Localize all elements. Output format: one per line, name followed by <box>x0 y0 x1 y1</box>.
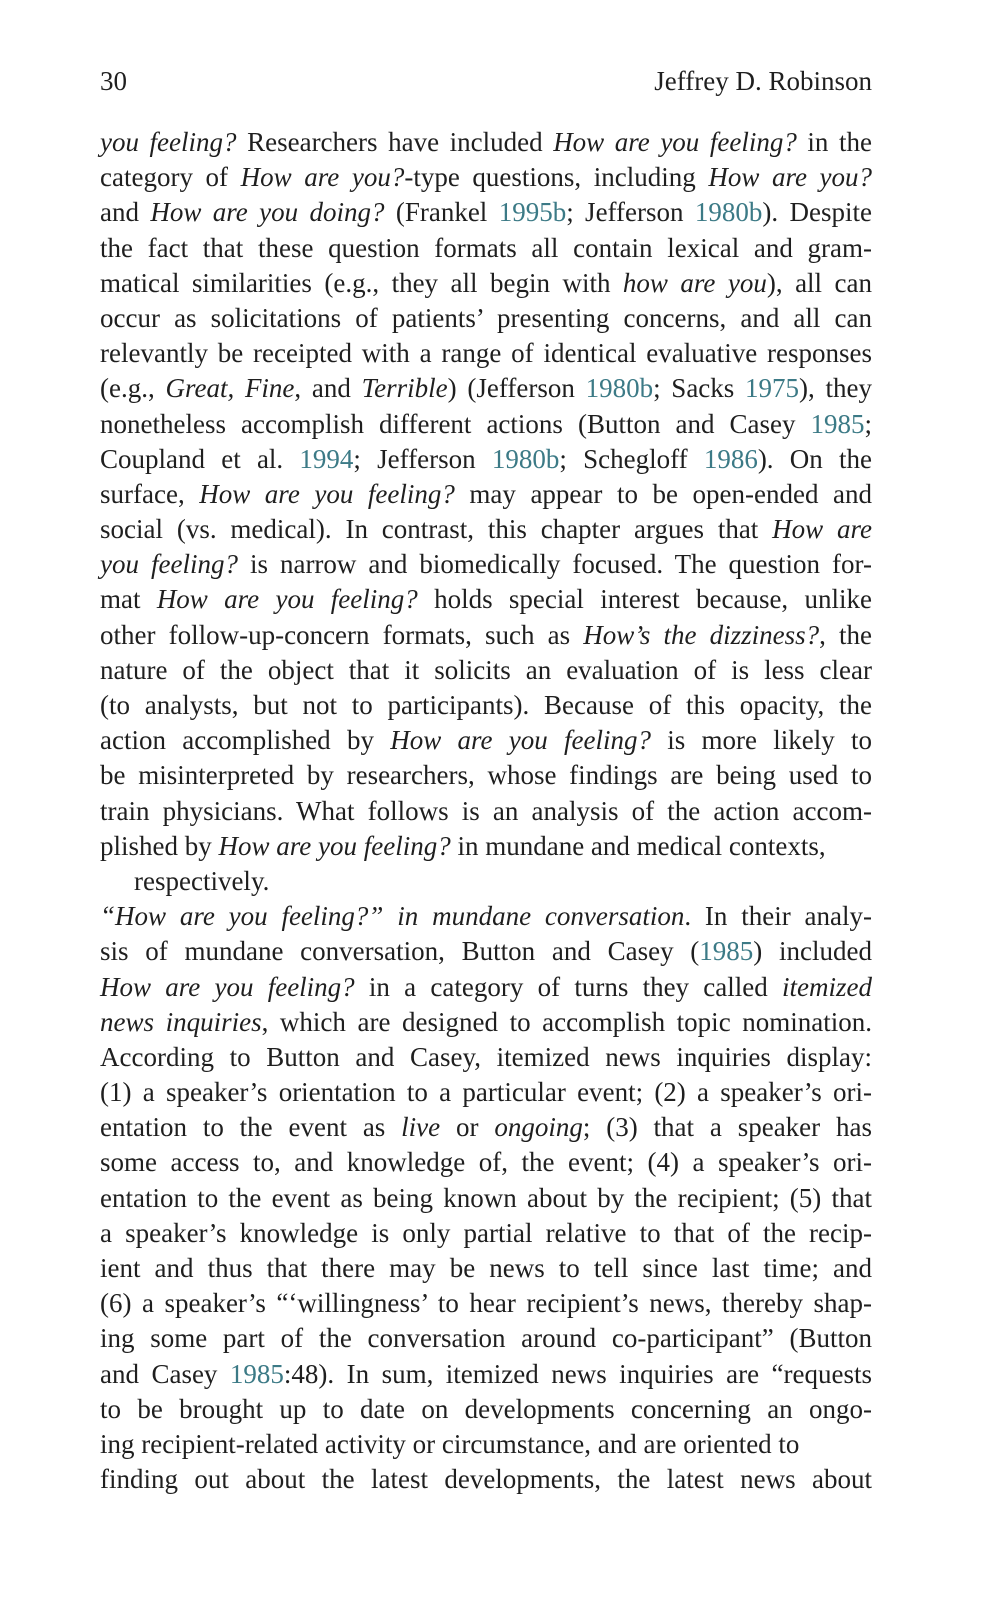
italic-text: How are you? <box>240 162 405 193</box>
page-number: 30 <box>100 66 127 96</box>
text-line <box>100 371 872 406</box>
italic-text: how are you <box>622 267 767 298</box>
text-line <box>100 653 872 688</box>
line-text: -type questions, including <box>404 162 709 193</box>
line-text: ; <box>864 408 872 439</box>
text-line <box>100 794 872 829</box>
italic-text: How are <box>772 514 872 545</box>
text-line <box>100 160 872 195</box>
italic-text: How are you feeling? <box>218 830 451 861</box>
text-line <box>100 125 872 160</box>
line-text: ing some part of the conversation around co-participant” (Button <box>100 1323 872 1354</box>
line-text: Coupland et al. <box>100 443 300 474</box>
italic-text: How are you feeling? <box>199 478 455 509</box>
line-text: ; (3) that a speaker has <box>582 1112 872 1143</box>
line-text: matical similarities (e.g., they all begin with <box>100 267 623 298</box>
line-text: some access to, and knowledge of, the event; (4) a speaker’s ori- <box>100 1147 872 1178</box>
citation-link[interactable]: 1994 <box>299 443 354 474</box>
citation-link[interactable]: 1985 <box>699 936 754 967</box>
line-text: ing recipient-related activity or circumstance, and are oriented to <box>100 1428 800 1459</box>
line-text: ) included <box>753 936 872 967</box>
line-text: and Casey <box>100 1358 230 1389</box>
text-line <box>100 1110 872 1145</box>
line-text: train physicians. What follows is an analysis of the action accom- <box>100 795 872 826</box>
line-text: nonetheless accomplish different actions (Button and Casey <box>100 408 811 439</box>
line-text: respectively. <box>134 865 270 896</box>
line-text: , which are designed to accomplish topic nomination. <box>261 1006 872 1037</box>
italic-text: How’s the dizziness? <box>583 619 820 650</box>
citation-link[interactable]: 1986 <box>703 443 758 474</box>
text-line <box>100 301 872 336</box>
text-line <box>100 442 872 477</box>
line-text: and <box>100 197 151 228</box>
line-text: entation to the event as being known about by the recipient; (5) that <box>100 1182 872 1213</box>
line-text: (1) a speaker’s orientation to a particular event; (2) a speaker’s ori- <box>100 1077 872 1108</box>
line-text: ). On the <box>757 443 872 474</box>
citation-link[interactable]: 1975 <box>745 373 800 404</box>
text-line <box>100 1040 872 1075</box>
line-text: be misinterpreted by researchers, whose findings are being used to <box>100 760 872 791</box>
line-text: ; Sacks <box>653 373 746 404</box>
text-line <box>100 407 872 442</box>
line-text: entation to the event as <box>100 1112 402 1143</box>
text-line <box>100 934 872 969</box>
italic-text: How are you feeling? <box>156 584 418 615</box>
line-text: . In their analy- <box>684 901 872 932</box>
text-line <box>100 1181 872 1216</box>
line-text: :48). In sum, itemized news inquiries are “requests <box>283 1358 872 1389</box>
text-line <box>100 618 872 653</box>
line-text: other follow-up-concern formats, such as <box>100 619 584 650</box>
line-text: the fact that these question formats all contain lexical and gram- <box>100 232 872 263</box>
line-text: a speaker’s knowledge is only partial relative to that of the recip- <box>100 1217 872 1248</box>
line-text: finding out about the latest developments, the latest news about <box>100 1464 872 1495</box>
line-text: ; Jefferson <box>353 443 492 474</box>
text-line <box>100 723 872 758</box>
line-text: in a category of turns they called <box>354 971 783 1002</box>
text-line <box>100 1286 872 1321</box>
line-text: social (vs. medical). In contrast, this chapter argues that <box>100 514 773 545</box>
line-text: ; Schegloff <box>559 443 704 474</box>
italic-text: news inquiries <box>100 1006 262 1037</box>
citation-link[interactable]: 1985 <box>229 1358 284 1389</box>
line-text: category of <box>100 162 241 193</box>
text-line <box>100 970 872 1005</box>
line-text: ient and thus that there may be news to tell since last time; and <box>100 1253 872 1283</box>
italic-text: itemized <box>782 971 872 1002</box>
running-head <box>100 62 872 100</box>
line-text: may appear to be open-ended and <box>454 478 872 509</box>
italic-text: ongoing <box>494 1112 583 1143</box>
text-line <box>100 512 872 547</box>
line-text: in mundane and medical contexts, <box>450 830 826 861</box>
line-text: (to analysts, but not to participants). Because of this opacity, the <box>100 690 872 720</box>
italic-text: you feeling? <box>100 549 238 580</box>
citation-link[interactable]: 1980b <box>694 197 763 228</box>
citation-link[interactable]: 1980b <box>491 443 560 474</box>
text-line <box>100 1216 872 1251</box>
italic-text: How are you? <box>708 162 873 193</box>
line-text: plished by <box>100 830 219 861</box>
italic-text: How are you feeling? <box>100 971 355 1002</box>
text-line <box>100 864 872 899</box>
body-text <box>100 125 872 1497</box>
line-text: is more likely to <box>650 725 873 756</box>
italic-text: “How are you feeling?” in mundane conversation <box>100 901 685 932</box>
line-text: Researchers have included <box>236 127 554 157</box>
line-text: or <box>440 1112 495 1143</box>
italic-text: How are you doing? <box>150 197 385 228</box>
line-text: occur as solicitations of patients’ presenting concerns, and all can <box>100 302 872 333</box>
text-line <box>100 1427 872 1462</box>
text-line <box>100 195 872 230</box>
line-text: ), they <box>799 373 873 404</box>
line-text: (Frankel <box>384 197 499 228</box>
text-line <box>100 1321 872 1356</box>
line-text: sis of mundane conversation, Button and Casey ( <box>100 936 700 967</box>
line-text: is narrow and biomedically focused. The question for- <box>237 549 872 580</box>
text-line <box>100 231 872 266</box>
italic-text: live <box>401 1112 441 1143</box>
line-text: (e.g., <box>100 373 166 404</box>
text-line <box>100 1357 872 1392</box>
italic-text: you feeling? <box>100 127 237 157</box>
italic-text: Great, Fine <box>165 373 295 404</box>
text-line <box>100 758 872 793</box>
text-line <box>100 1392 872 1427</box>
line-text: to be brought up to date on developments concerning an ongo- <box>100 1393 872 1424</box>
line-text: , the <box>819 619 872 650</box>
line-text: , and <box>294 373 362 404</box>
italic-text: How are you feeling? <box>390 725 651 756</box>
line-text: mat <box>100 584 157 615</box>
text-line <box>100 336 872 371</box>
text-line <box>100 1005 872 1040</box>
line-text: (6) a speaker’s “‘willingness’ to hear recipient’s news, thereby shap- <box>100 1288 872 1319</box>
italic-text: Terrible <box>361 373 448 404</box>
line-text: in the <box>796 127 872 157</box>
line-text: action accomplished by <box>100 725 391 756</box>
text-line <box>100 1075 872 1110</box>
running-head-author: Jeffrey D. Robinson <box>654 66 872 96</box>
line-text: relevantly be receipted with a range of identical evaluative responses <box>100 338 872 369</box>
text-line <box>100 1145 872 1180</box>
line-text: ; Jefferson <box>566 197 695 228</box>
line-text: nature of the object that it solicits an evaluation of is less clear <box>100 654 872 685</box>
text-line <box>100 477 872 512</box>
text-line <box>100 582 872 617</box>
text-line <box>100 688 872 723</box>
text-line <box>100 1251 872 1286</box>
text-line <box>100 899 872 934</box>
line-text: ). Despite <box>762 197 872 228</box>
text-line <box>100 266 872 301</box>
text-line <box>100 1462 872 1497</box>
line-text: surface, <box>100 478 200 509</box>
text-line <box>100 547 872 582</box>
line-text: ) (Jefferson <box>447 373 586 404</box>
line-text: According to Button and Casey, itemized news inquiries display: <box>100 1041 872 1072</box>
line-text: holds special interest because, unlike <box>417 584 872 615</box>
text-line <box>100 829 872 864</box>
line-text: ), all can <box>766 267 872 298</box>
italic-text: How are you feeling? <box>553 127 797 157</box>
citation-link[interactable]: 1980b <box>585 373 654 404</box>
citation-link[interactable]: 1985 <box>810 408 865 439</box>
citation-link[interactable]: 1995b <box>498 197 567 228</box>
